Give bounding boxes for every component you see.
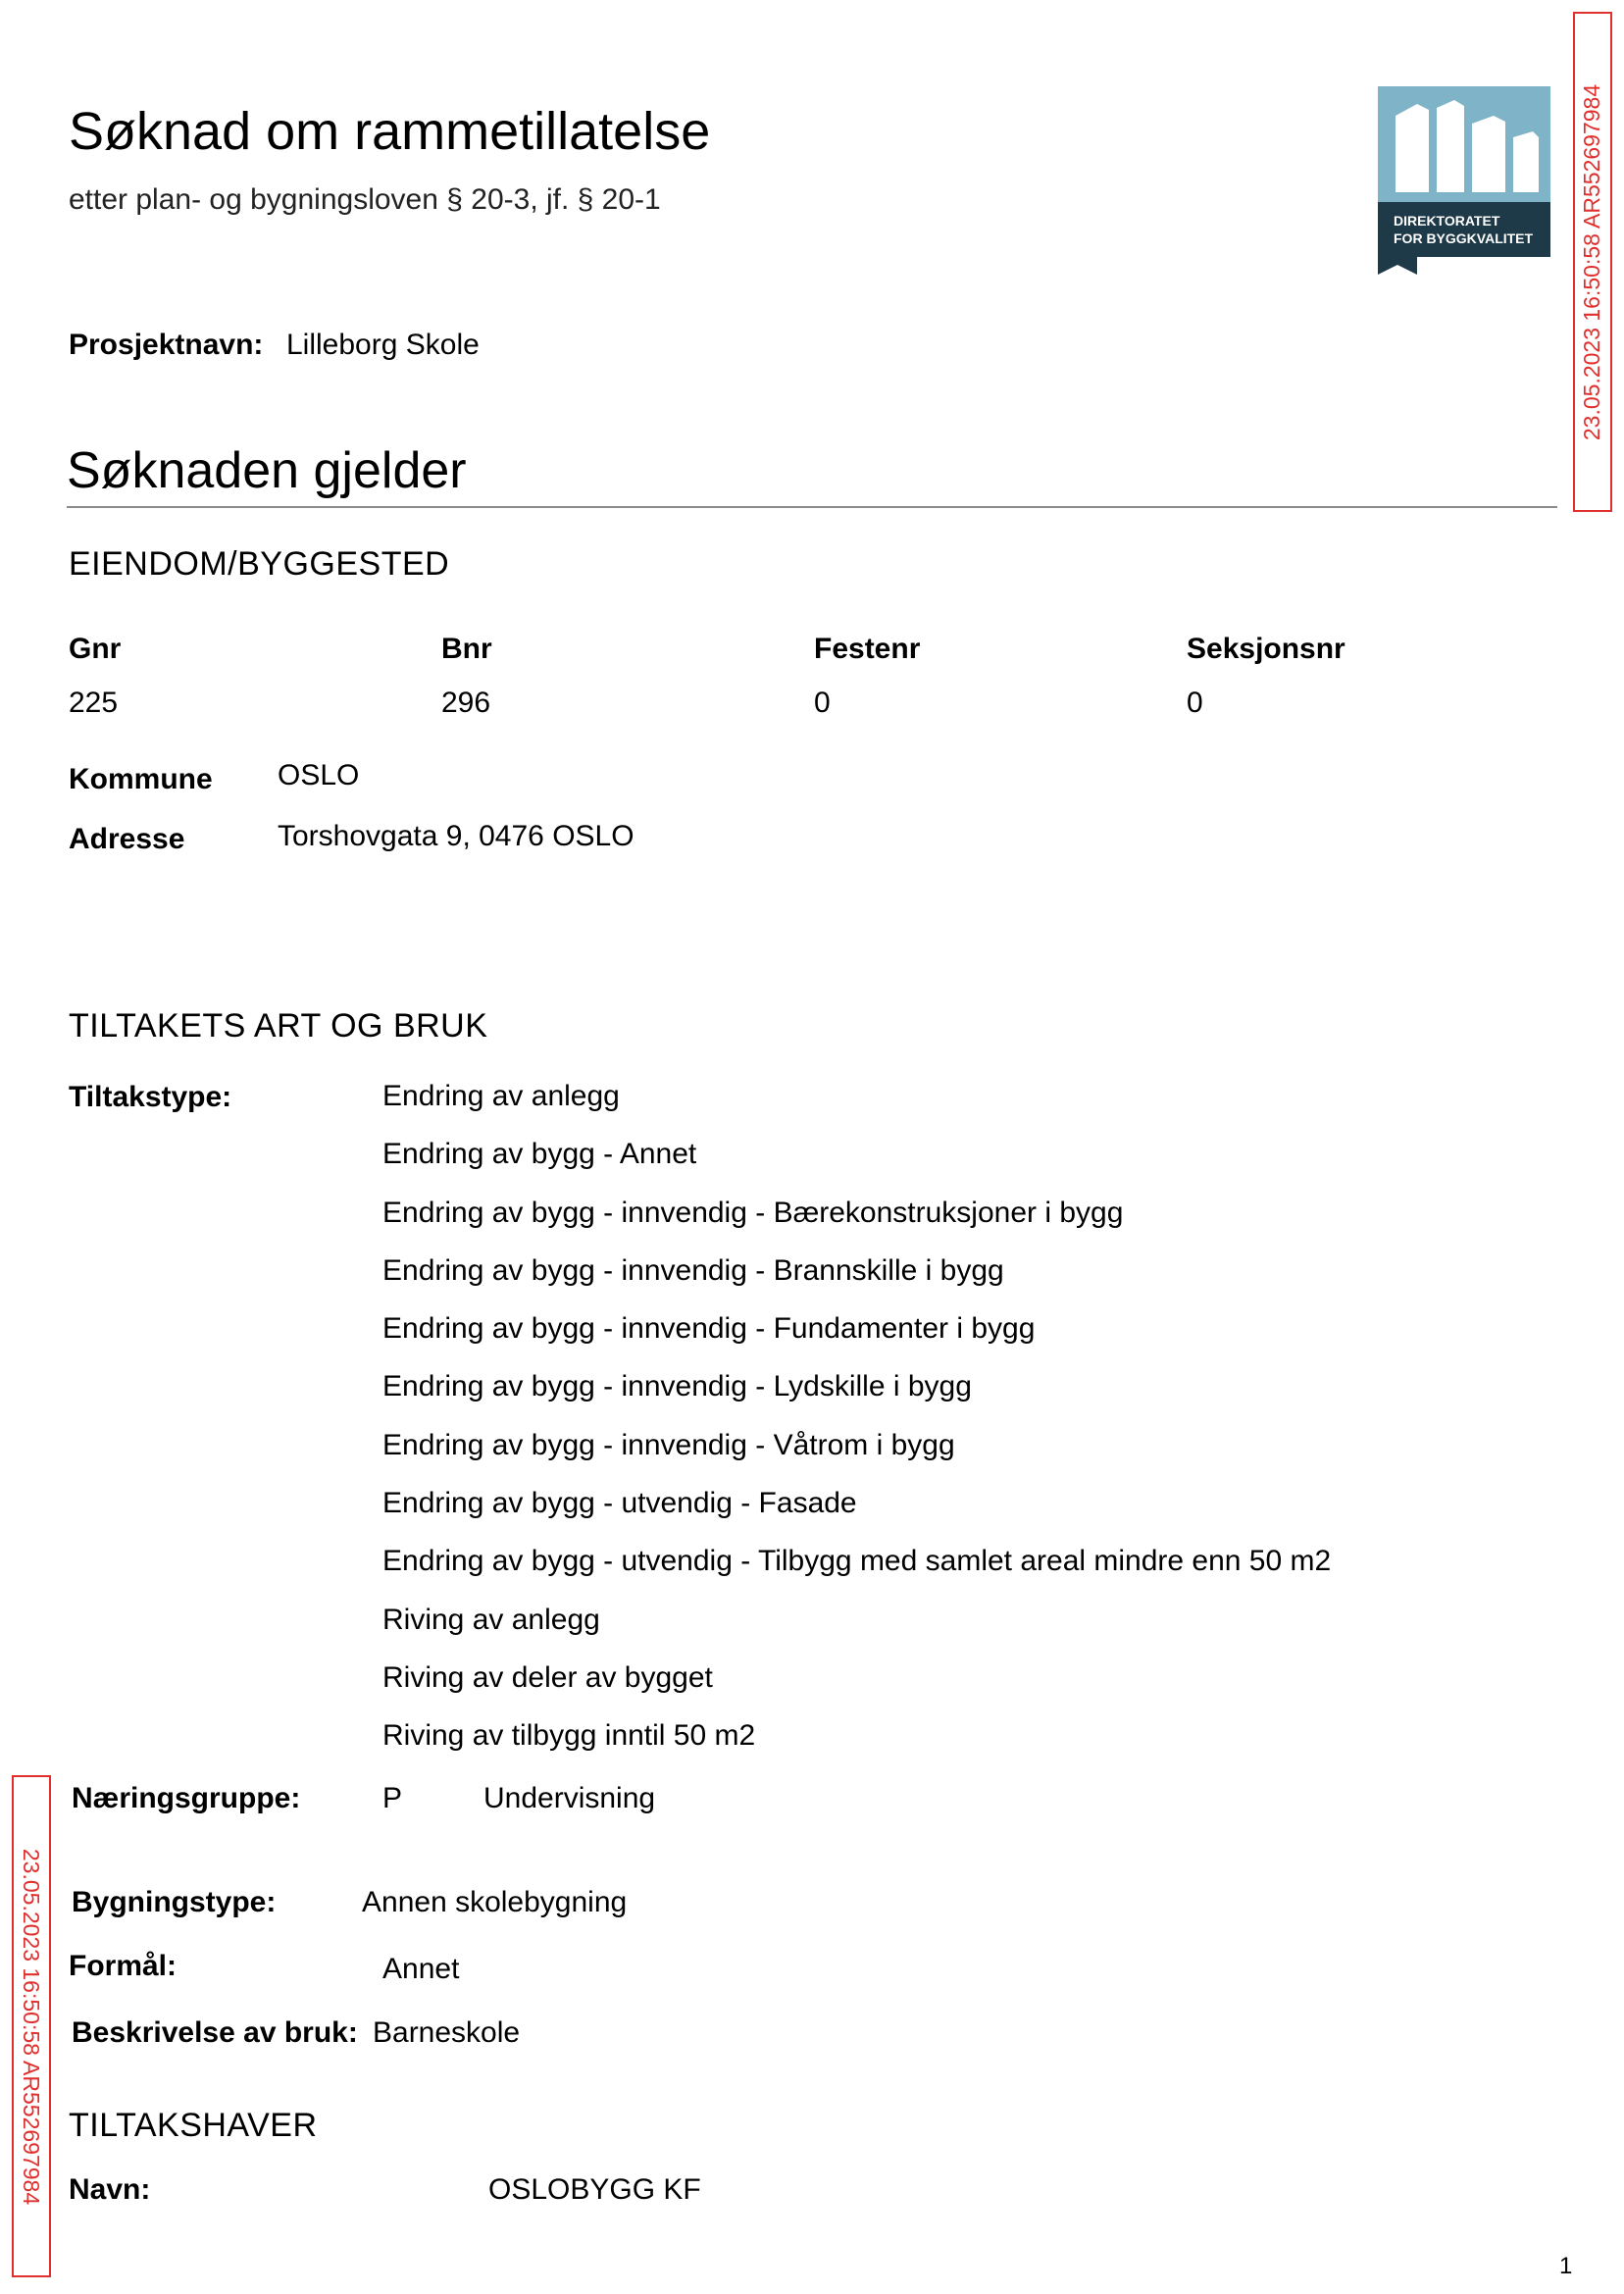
navn-label: Navn: <box>69 2173 151 2206</box>
tiltakstype-item: Endring av bygg - utvendig - Tilbygg med samlet areal mindre enn 50 m2 <box>382 1545 1332 1578</box>
naeringsgruppe-value: Undervisning <box>483 1782 656 1814</box>
gnr-label: Gnr <box>69 633 122 665</box>
tiltakstype-item: Endring av bygg - Annet <box>382 1138 697 1171</box>
tiltakstype-item: Endring av bygg - innvendig - Lydskille i bygg <box>382 1370 972 1403</box>
page-number: 1 <box>1559 2253 1573 2279</box>
tiltakshaver-heading: TILTAKSHAVER <box>69 2107 318 2144</box>
gnr-value: 225 <box>69 687 119 719</box>
formaal-value: Annet <box>382 1953 460 1985</box>
formaal-label: Formål: <box>69 1950 178 1982</box>
tiltak-heading: TILTAKETS ART OG BRUK <box>69 1007 488 1045</box>
document-title: Søknad om rammetillatelse <box>69 102 711 161</box>
tiltakstype-item: Endring av bygg - innvendig - Brannskille i bygg <box>382 1253 1004 1287</box>
seksjonsnr-label: Seksjonsnr <box>1187 633 1345 665</box>
document-subtitle: etter plan- og bygningsloven § 20-3, jf. § 20-1 <box>69 183 661 216</box>
project-name-value: Lilleborg Skole <box>286 329 480 361</box>
navn-value: OSLOBYGG KF <box>488 2173 701 2206</box>
beskrivelse-bruk-value: Barneskole <box>373 2016 521 2049</box>
project-name-label: Prosjektnavn: <box>69 329 264 361</box>
section-title: Søknaden gjelder <box>67 442 467 499</box>
bygningstype-value: Annen skolebygning <box>362 1886 628 1918</box>
date-stamp-text: 23.05.2023 16:50:58 AR552697984 <box>1579 83 1605 440</box>
festenr-label: Festenr <box>814 633 921 665</box>
kommune-label: Kommune <box>69 763 213 795</box>
tiltakstype-item: Endring av bygg - innvendig - Bærekonstruksjoner i bygg <box>382 1196 1124 1229</box>
bnr-label: Bnr <box>441 633 492 665</box>
tiltakstype-item: Endring av bygg - innvendig - Våtrom i bygg <box>382 1428 955 1461</box>
naeringsgruppe-label: Næringsgruppe: <box>72 1782 301 1814</box>
tiltakstype-label: Tiltakstype: <box>69 1081 232 1113</box>
adresse-value: Torshovgata 9, 0476 OSLO <box>278 820 634 852</box>
tiltakstype-list <box>382 1077 1331 1775</box>
bygningstype-label: Bygningstype: <box>72 1886 277 1918</box>
naeringsgruppe-code: P <box>382 1782 403 1814</box>
logo-text-line1: DIREKTORATET <box>1394 213 1500 229</box>
date-stamp-left <box>12 1775 51 2277</box>
dibk-logo <box>1378 86 1550 280</box>
date-stamp-right <box>1573 12 1612 512</box>
kommune-value: OSLO <box>278 759 360 791</box>
tiltakstype-item: Riving av anlegg <box>382 1603 600 1636</box>
tiltakstype-item: Endring av bygg - utvendig - Fasade <box>382 1487 857 1520</box>
beskrivelse-bruk-label: Beskrivelse av bruk: <box>72 2016 358 2049</box>
logo-text-line2: FOR BYGGKVALITET <box>1394 230 1534 246</box>
seksjonsnr-value: 0 <box>1187 687 1203 719</box>
tiltakstype-item: Endring av bygg - innvendig - Fundamenter i bygg <box>382 1312 1036 1346</box>
section-divider <box>67 506 1557 508</box>
tiltakstype-item: Riving av tilbygg inntil 50 m2 <box>382 1719 756 1753</box>
tiltakstype-item: Endring av anlegg <box>382 1080 620 1112</box>
bnr-value: 296 <box>441 687 491 719</box>
property-heading: EIENDOM/BYGGESTED <box>69 545 450 583</box>
adresse-label: Adresse <box>69 823 185 855</box>
tiltakstype-item: Riving av deler av bygget <box>382 1660 713 1694</box>
date-stamp-text: 23.05.2023 16:50:58 AR552697984 <box>19 1848 45 2205</box>
festenr-value: 0 <box>814 687 831 719</box>
